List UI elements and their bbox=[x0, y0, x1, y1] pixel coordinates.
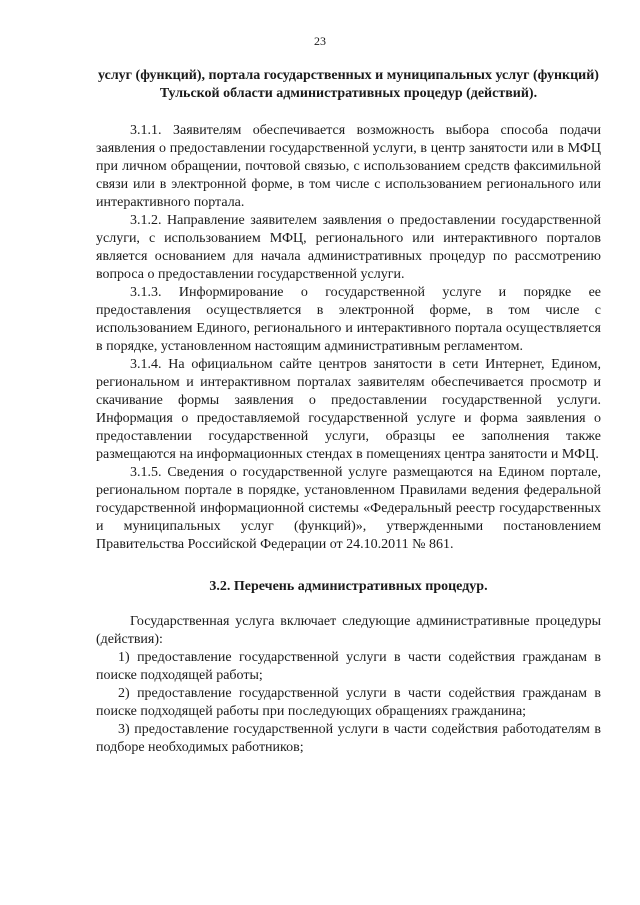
intro-paragraph: Государственная услуга включает следующие административные процедуры (действия): bbox=[96, 614, 601, 647]
paragraph-3-1-1: 3.1.1. Заявителям обеспечивается возможность выбора способа подачи заявления о предоставлении государственной услуги, в центр занятости или в МФЦ при личном обращении, почтовой связью, с использованием средств факсимильной связи или в электронной форме, в том числе с использованием регионального или интерактивного портала. bbox=[96, 123, 601, 210]
paragraph-3-1-3: 3.1.3. Информирование о государственной услуге и порядке ее предоставления осуществляется в электронной форме, в том числе с использованием Единого, регионального и интерактивного портала осуществляется в порядке, установленном настоящим административным регламентом. bbox=[96, 285, 601, 354]
list-item-1: 1) предоставление государственной услуги в части содействия гражданам в поиске подходящей работы; bbox=[96, 650, 601, 683]
list-item-3: 3) предоставление государственной услуги в части содействия работодателям в подборе необходимых работников; bbox=[96, 722, 601, 755]
section-heading: 3.2. Перечень административных процедур. bbox=[209, 579, 488, 594]
paragraph-3-1-2: 3.1.2. Направление заявителем заявления о предоставлении государственной услуги, с использованием МФЦ, регионального или интерактивного порталов является основанием для начала административных процедур по рассмотрению вопроса о предоставлении государственной услуги. bbox=[96, 213, 601, 282]
paragraph-3-1-5: 3.1.5. Сведения о государственной услуге размещаются на Едином портале, региональном портале в порядке, установленном Правилами ведения федеральной государственной информационной системы «Федеральный реестр государственных и муниципальных услуг (функций)», утвержденными постановлением Правительства Российской Федерации от 24.10.2011 № 861. bbox=[96, 465, 601, 552]
list-item-2: 2) предоставление государственной услуги в части содействия гражданам в поиске подходящей работы при последующих обращениях гражданина; bbox=[96, 686, 601, 719]
document-body bbox=[96, 67, 601, 757]
top-heading: услуг (функций), портала государственных и муниципальных услуг (функций) Тульской области административных процедур (действий). bbox=[98, 68, 599, 101]
page-number: 23 bbox=[314, 34, 326, 48]
paragraph-3-1-4: 3.1.4. На официальном сайте центров занятости в сети Интернет, Едином, региональном и интерактивном порталах заявителям обеспечивается просмотр и скачивание формы заявления о предоставлении государственной услуги. Информация о предоставляемой государственной услуге и форма заявления о предоставлении государственной услуги, образцы ее заполнения также размещаются на информационных стендах в помещениях центра занятости и МФЦ. bbox=[96, 357, 601, 462]
